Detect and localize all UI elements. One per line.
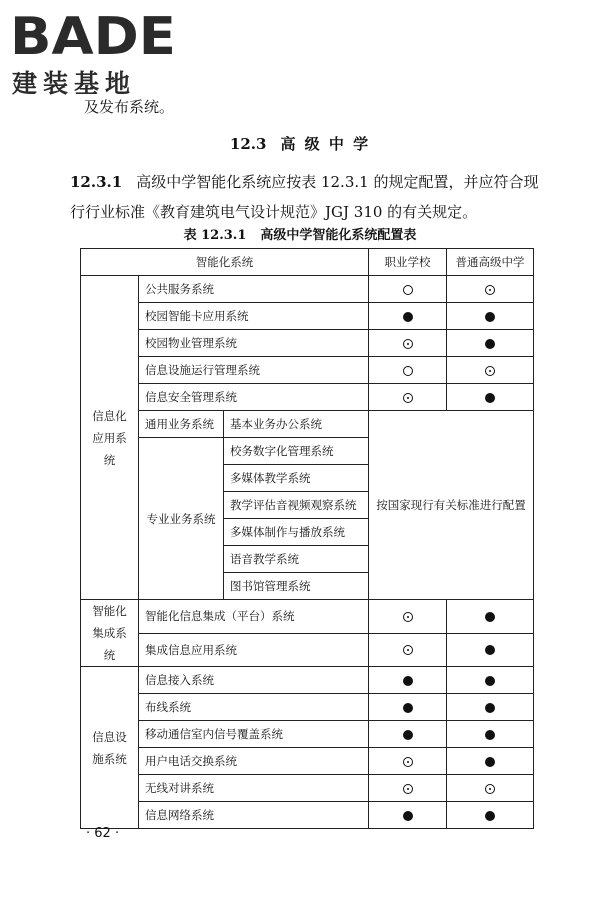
system-name: 用户电话交换系统	[139, 748, 369, 775]
system-name: 公共服务系统	[139, 276, 369, 303]
filled-circle-icon	[485, 612, 495, 622]
system-name: 移动通信室内信号覆盖系统	[139, 721, 369, 748]
section-number: 12.3	[229, 135, 267, 153]
config-mark-cell	[447, 748, 534, 775]
dotted-circle-icon	[403, 612, 413, 622]
dotted-circle-icon	[403, 757, 413, 767]
filled-circle-icon	[485, 312, 495, 322]
filled-circle-icon	[485, 393, 495, 403]
config-mark-cell	[369, 600, 447, 634]
system-name: 校园物业管理系统	[139, 330, 369, 357]
professional-business-item: 图书馆管理系统	[224, 573, 369, 600]
config-table	[80, 248, 534, 829]
config-mark-cell	[369, 384, 447, 411]
config-mark-cell	[447, 276, 534, 303]
clause-paragraph	[70, 167, 548, 227]
header-vocational: 职业学校	[369, 249, 447, 276]
system-name: 信息安全管理系统	[139, 384, 369, 411]
section-title: 高 级 中 学	[280, 135, 371, 153]
config-mark-cell	[447, 694, 534, 721]
filled-circle-icon	[403, 676, 413, 686]
table-row	[81, 633, 534, 667]
config-mark-cell	[369, 721, 447, 748]
general-business-label: 通用业务系统	[139, 411, 224, 438]
professional-business-item: 教学评估音视频观察系统	[224, 492, 369, 519]
config-mark-cell	[447, 600, 534, 634]
config-mark-cell	[369, 775, 447, 802]
table-row	[81, 276, 534, 303]
clause-number: 12.3.1	[70, 173, 123, 191]
dotted-circle-icon	[403, 645, 413, 655]
professional-business-item: 语音教学系统	[224, 546, 369, 573]
dotted-circle-icon	[485, 784, 495, 794]
professional-business-label: 专业业务系统	[139, 438, 224, 600]
dotted-circle-icon	[403, 339, 413, 349]
dotted-circle-icon	[485, 285, 495, 295]
table-caption	[0, 224, 600, 243]
filled-circle-icon	[403, 703, 413, 713]
config-mark-cell	[447, 721, 534, 748]
system-name: 信息网络系统	[139, 802, 369, 829]
table-row	[81, 748, 534, 775]
filled-circle-icon	[485, 339, 495, 349]
table-row	[81, 357, 534, 384]
filled-circle-icon	[485, 811, 495, 821]
table-row	[81, 384, 534, 411]
continuation-text: 及发布系统。	[84, 98, 175, 116]
header-system: 智能化系统	[81, 249, 369, 276]
config-mark-cell	[369, 694, 447, 721]
config-mark-cell	[369, 330, 447, 357]
config-mark-cell	[369, 303, 447, 330]
dotted-circle-icon	[485, 366, 495, 376]
logo-subtitle: 建装基地	[12, 69, 137, 98]
general-business-item: 基本业务办公系统	[224, 411, 369, 438]
config-mark-cell	[447, 667, 534, 694]
config-mark-cell	[447, 357, 534, 384]
system-name: 无线对讲系统	[139, 775, 369, 802]
config-mark-cell	[447, 303, 534, 330]
table-row	[81, 775, 534, 802]
section-heading	[0, 133, 600, 154]
config-mark-cell	[369, 633, 447, 667]
professional-business-item: 多媒体教学系统	[224, 465, 369, 492]
filled-circle-icon	[485, 757, 495, 767]
filled-circle-icon	[485, 645, 495, 655]
empty-circle-icon	[403, 366, 413, 376]
config-mark-cell	[447, 384, 534, 411]
config-mark-cell	[447, 775, 534, 802]
system-name: 智能化信息集成（平台）系统	[139, 600, 369, 634]
bade-wordmark	[10, 6, 180, 62]
system-name: 信息设施运行管理系统	[139, 357, 369, 384]
table-row	[81, 721, 534, 748]
page-number: · 62 ·	[86, 826, 120, 841]
config-mark-cell	[369, 667, 447, 694]
table-caption-title: 高级中学智能化系统配置表	[260, 228, 417, 243]
system-name: 集成信息应用系统	[139, 633, 369, 667]
group-name: 信息设施系统	[81, 667, 139, 829]
table-caption-number: 表 12.3.1	[183, 228, 247, 243]
dotted-circle-icon	[403, 393, 413, 403]
table-row	[81, 667, 534, 694]
table-row	[81, 600, 534, 634]
logo	[10, 6, 180, 98]
config-mark-cell	[369, 357, 447, 384]
table-row	[81, 411, 534, 438]
table-row	[81, 802, 534, 829]
filled-circle-icon	[403, 730, 413, 740]
logo-wordmark: BADE	[10, 7, 176, 62]
filled-circle-icon	[485, 730, 495, 740]
dotted-circle-icon	[403, 784, 413, 794]
group-name: 信息化应用系统	[81, 276, 139, 600]
table-row	[81, 330, 534, 357]
table-header-row	[81, 249, 534, 276]
group-name: 智能化集成系统	[81, 600, 139, 667]
filled-circle-icon	[485, 676, 495, 686]
clause-text: 高级中学智能化系统应按表 12.3.1 的规定配置，并应符合现行行业标准《教育建筑电气设计规范》JGJ 310 的有关规定。	[70, 173, 539, 221]
config-mark-cell	[447, 802, 534, 829]
filled-circle-icon	[403, 811, 413, 821]
config-mark-cell	[447, 633, 534, 667]
system-name: 校园智能卡应用系统	[139, 303, 369, 330]
system-name: 布线系统	[139, 694, 369, 721]
table-row	[81, 694, 534, 721]
filled-circle-icon	[485, 703, 495, 713]
config-mark-cell	[447, 330, 534, 357]
config-note: 按国家现行有关标准进行配置	[369, 411, 534, 600]
header-general: 普通高级中学	[447, 249, 534, 276]
professional-business-item: 校务数字化管理系统	[224, 438, 369, 465]
table-row	[81, 303, 534, 330]
filled-circle-icon	[403, 312, 413, 322]
config-mark-cell	[369, 276, 447, 303]
empty-circle-icon	[403, 285, 413, 295]
config-mark-cell	[369, 748, 447, 775]
system-name: 信息接入系统	[139, 667, 369, 694]
config-mark-cell	[369, 802, 447, 829]
professional-business-item: 多媒体制作与播放系统	[224, 519, 369, 546]
